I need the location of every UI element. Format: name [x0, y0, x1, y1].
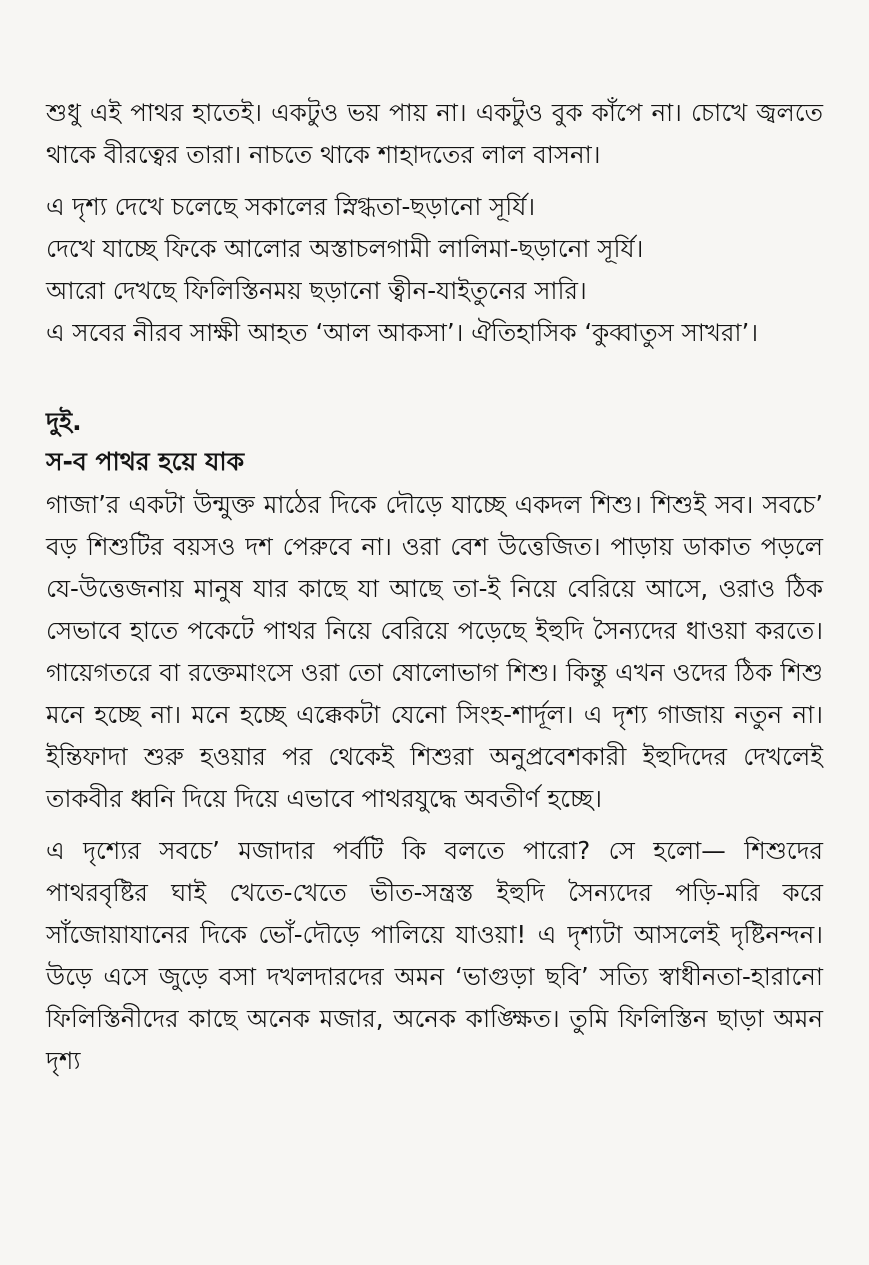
section-number: দুই.: [46, 407, 82, 436]
paragraph-2-line-3: আরো দেখছে ফিলিস্তিনময় ছড়ানো ত্বীন-যাইতুনের সারি।: [46, 276, 587, 305]
paragraph-1: [46, 92, 823, 176]
paragraph-1-text: শুধু এই পাথর হাতেই। একটুও ভয় পায় না। একটুও বুক কাঁপে না। চোখে জ্বলতে থাকে বীরত্বের তারা। নাচতে থাকে শাহাদতের লাল বাসনা।: [46, 98, 823, 169]
section-title: স-ব পাথর হয়ে যাক: [46, 447, 245, 476]
section-two-body: [46, 484, 823, 1082]
paragraph-2: [46, 186, 823, 354]
paragraph-4: এ দৃশ্যের সবচে’ মজাদার পর্বটি কি বলতে পারো? সে হলো— শিশুদের পাথরবৃষ্টির ঘাই খেতে-খেতে ভীত-সন্ত্রস্ত ইহুদি সৈন্যদের পড়ি-মরি করে সাঁজোয়াযানের দিকে ভোঁ-দৌড়ে পালিয়ে যাওয়া! এ দৃশ্যটা আসলেই দৃষ্টিনন্দন। উড়ে এসে জুড়ে বসা দখলদারদের অমন ‘ভাগুড়া ছবি’ সত্যি স্বাধীনতা-হারানো ফিলিস্তিনীদের কাছে অনেক মজার, অনেক কাঙ্ক্ষিত। তুমি ফিলিস্তিন ছাড়া অমন দৃশ্য: [46, 836, 823, 1075]
paragraph-3: গাজা’র একটা উন্মুক্ত মাঠের দিকে দৌড়ে যাচ্ছে একদল শিশু। শিশুই সব। সবচে’ বড় শিশুটির বয়সও দশ পেরুবে না। ওরা বেশ উত্তেজিত। পাড়ায় ডাকাত পড়লে যে-উত্তেজনায় মানুষ যার কাছে যা আছে তা-ই নিয়ে বেরিয়ে আসে, ওরাও ঠিক সেভাবে হাতে পকেটে পাথর নিয়ে বেরিয়ে পড়েছে ইহুদি সৈন্যদের ধাওয়া করতে। গায়েগতরে বা রক্তেমাংসে ওরা তো ষোলোভাগ শিশু। কিন্তু এখন ওদের ঠিক শিশু মনে হচ্ছে না। মনে হচ্ছে এক্কেকটা যেনো সিংহ-শার্দূল। এ দৃশ্য গাজায় নতুন না। ইন্তিফাদা শুরু হওয়ার পর থেকেই শিশুরা অনুপ্রবেশকারী ইহুদিদের দেখলেই তাকবীর ধ্বনি দিয়ে দিয়ে এভাবে পাথরযুদ্ধে অবতীর্ণ হচ্ছে।: [46, 490, 823, 813]
paragraph-2-line-4: এ সবের নীরব সাক্ষী আহত ‘আল আকসা’। ঐতিহাসিক ‘কুব্বাতুস সাখরা’।: [46, 318, 759, 347]
paragraph-2-line-1: এ দৃশ্য দেখে চলেছে সকালের স্নিগ্ধতা-ছড়ানো সূর্যি।: [46, 192, 536, 221]
paragraph-2-line-2: দেখে যাচ্ছে ফিকে আলোর অস্তাচলগামী লালিমা-ছড়ানো সূর্যি।: [46, 234, 644, 263]
